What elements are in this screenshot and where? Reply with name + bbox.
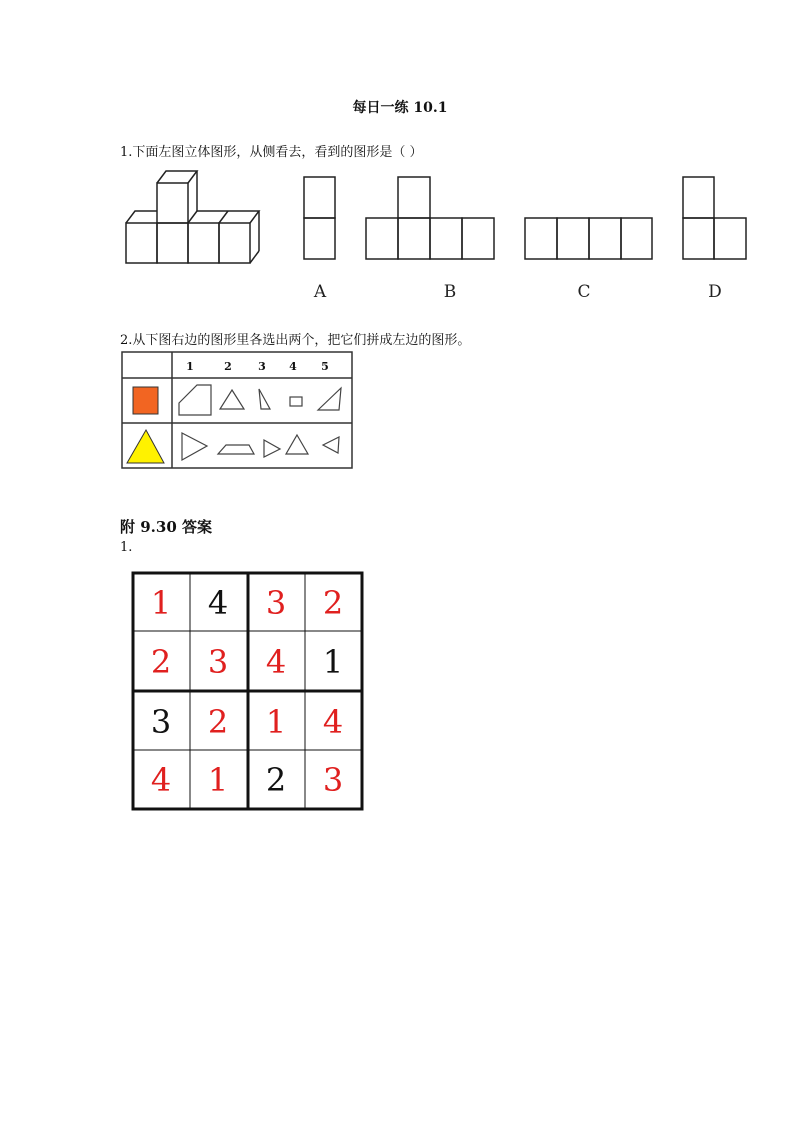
sudoku-cell-r4-c2: 1 xyxy=(207,761,229,799)
sudoku-cell-r4-c1: 4 xyxy=(150,761,172,799)
option-c-label[interactable]: C xyxy=(577,282,591,302)
sudoku-cell-r2-c4: 1 xyxy=(322,643,344,681)
option-b-label[interactable]: B xyxy=(443,282,457,302)
table-header-3: 3 xyxy=(258,360,266,373)
table-header-5: 5 xyxy=(321,360,329,373)
option-a-label[interactable]: A xyxy=(313,282,327,302)
sudoku-cell-r1-c2: 4 xyxy=(207,584,229,622)
question-2-text: 2.从下图右边的图形里各选出两个，把它们拼成左边的图形。 xyxy=(120,333,471,348)
page-title: 每日一练 10.1 xyxy=(352,100,448,116)
table-header-4: 4 xyxy=(289,360,297,373)
table-header-1: 1 xyxy=(186,360,194,373)
sudoku-cell-r3-c3: 1 xyxy=(265,703,287,741)
option-d-label[interactable]: D xyxy=(708,282,722,302)
sudoku-cell-r2-c1: 2 xyxy=(150,643,172,681)
answer-number: 1. xyxy=(120,540,133,555)
sudoku-cell-r3-c2: 2 xyxy=(207,703,229,741)
sudoku-cell-r1-c1: 1 xyxy=(150,584,172,622)
sudoku-cell-r2-c2: 3 xyxy=(207,643,229,681)
sudoku-cell-r2-c3: 4 xyxy=(265,643,287,681)
table-header-2: 2 xyxy=(224,360,232,373)
answer-section-title: 附 9.30 答案 xyxy=(120,518,212,536)
question-1-text: 1.下面左图立体图形，从侧看去，看到的图形是（ ） xyxy=(120,145,423,160)
sudoku-cell-r3-c4: 4 xyxy=(322,703,344,741)
sudoku-cell-r3-c1: 3 xyxy=(150,703,172,741)
sudoku-cell-r4-c4: 3 xyxy=(322,761,344,799)
sudoku-cell-r4-c3: 2 xyxy=(265,761,287,799)
sudoku-cell-r1-c4: 2 xyxy=(322,584,344,622)
sudoku-cell-r1-c3: 3 xyxy=(265,584,287,622)
